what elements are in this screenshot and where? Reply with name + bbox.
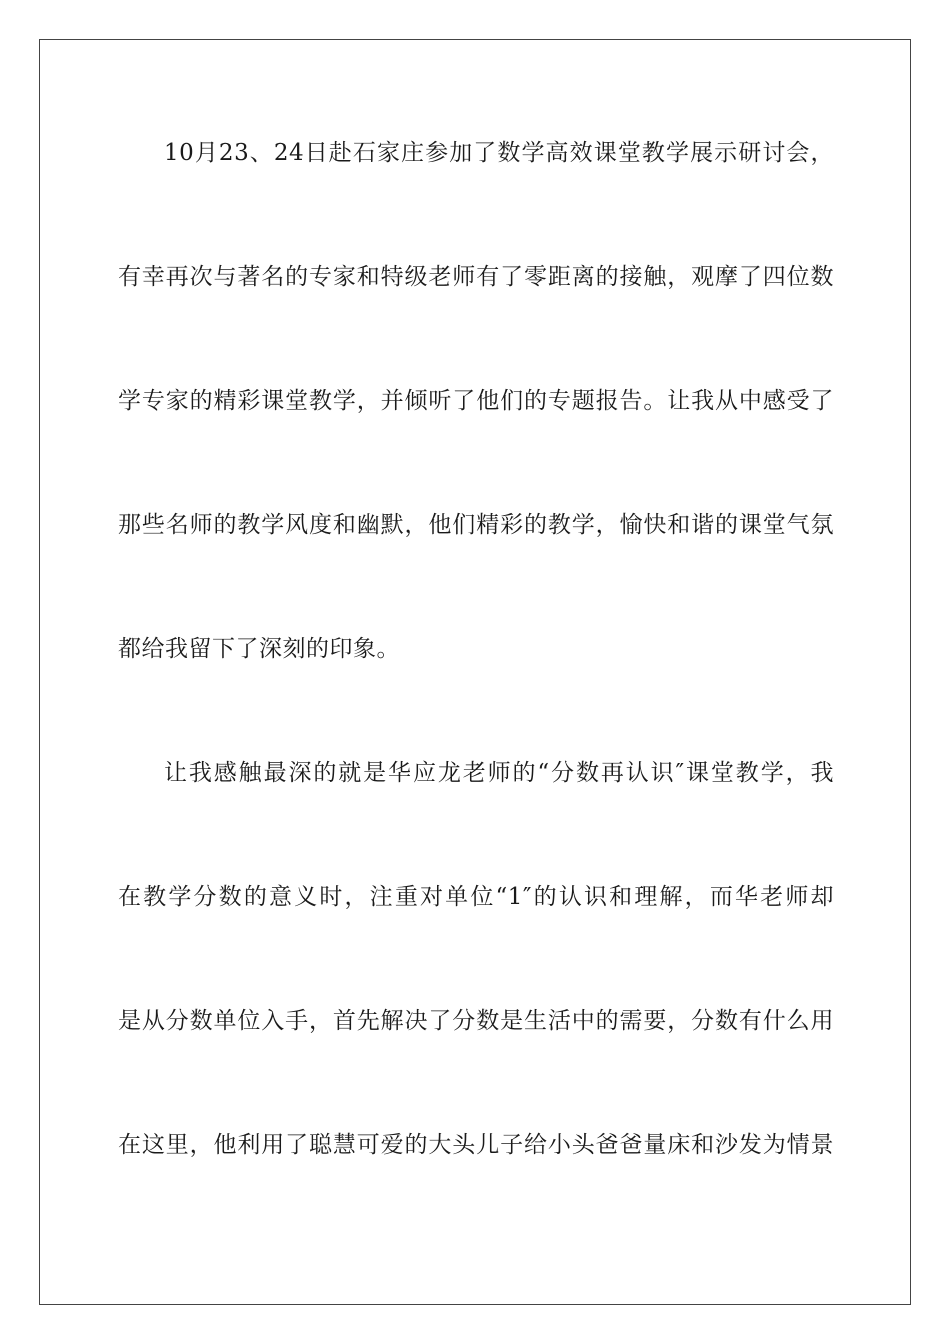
paragraph-1-line-1: 10月23、24日赴石家庄参加了数学高效课堂教学展示研讨会， xyxy=(164,140,834,166)
paragraph-2-line-2: 在教学分数的意义时，注重对单位“1″的认识和理解，而华老师却 xyxy=(118,884,834,910)
paragraph-2-line-3: 是从分数单位入手，首先解决了分数是生活中的需要，分数有什么用 xyxy=(118,1008,834,1034)
paragraph-1-line-5: 都给我留下了深刻的印象。 xyxy=(118,636,400,662)
paragraph-1-line-2: 有幸再次与著名的专家和特级老师有了零距离的接触，观摩了四位数 xyxy=(118,264,834,290)
paragraph-2-line-4: 在这里，他利用了聪慧可爱的大头儿子给小头爸爸量床和沙发为情景 xyxy=(118,1132,834,1158)
paragraph-1-line-4: 那些名师的教学风度和幽默，他们精彩的教学，愉快和谐的课堂气氛 xyxy=(118,512,834,538)
paragraph-2-line-1: 让我感触最深的就是华应龙老师的“分数再认识″课堂教学，我 xyxy=(164,760,834,786)
page-border xyxy=(39,39,911,1305)
paragraph-1-line-3: 学专家的精彩课堂教学，并倾听了他们的专题报告。让我从中感受了 xyxy=(118,388,834,414)
